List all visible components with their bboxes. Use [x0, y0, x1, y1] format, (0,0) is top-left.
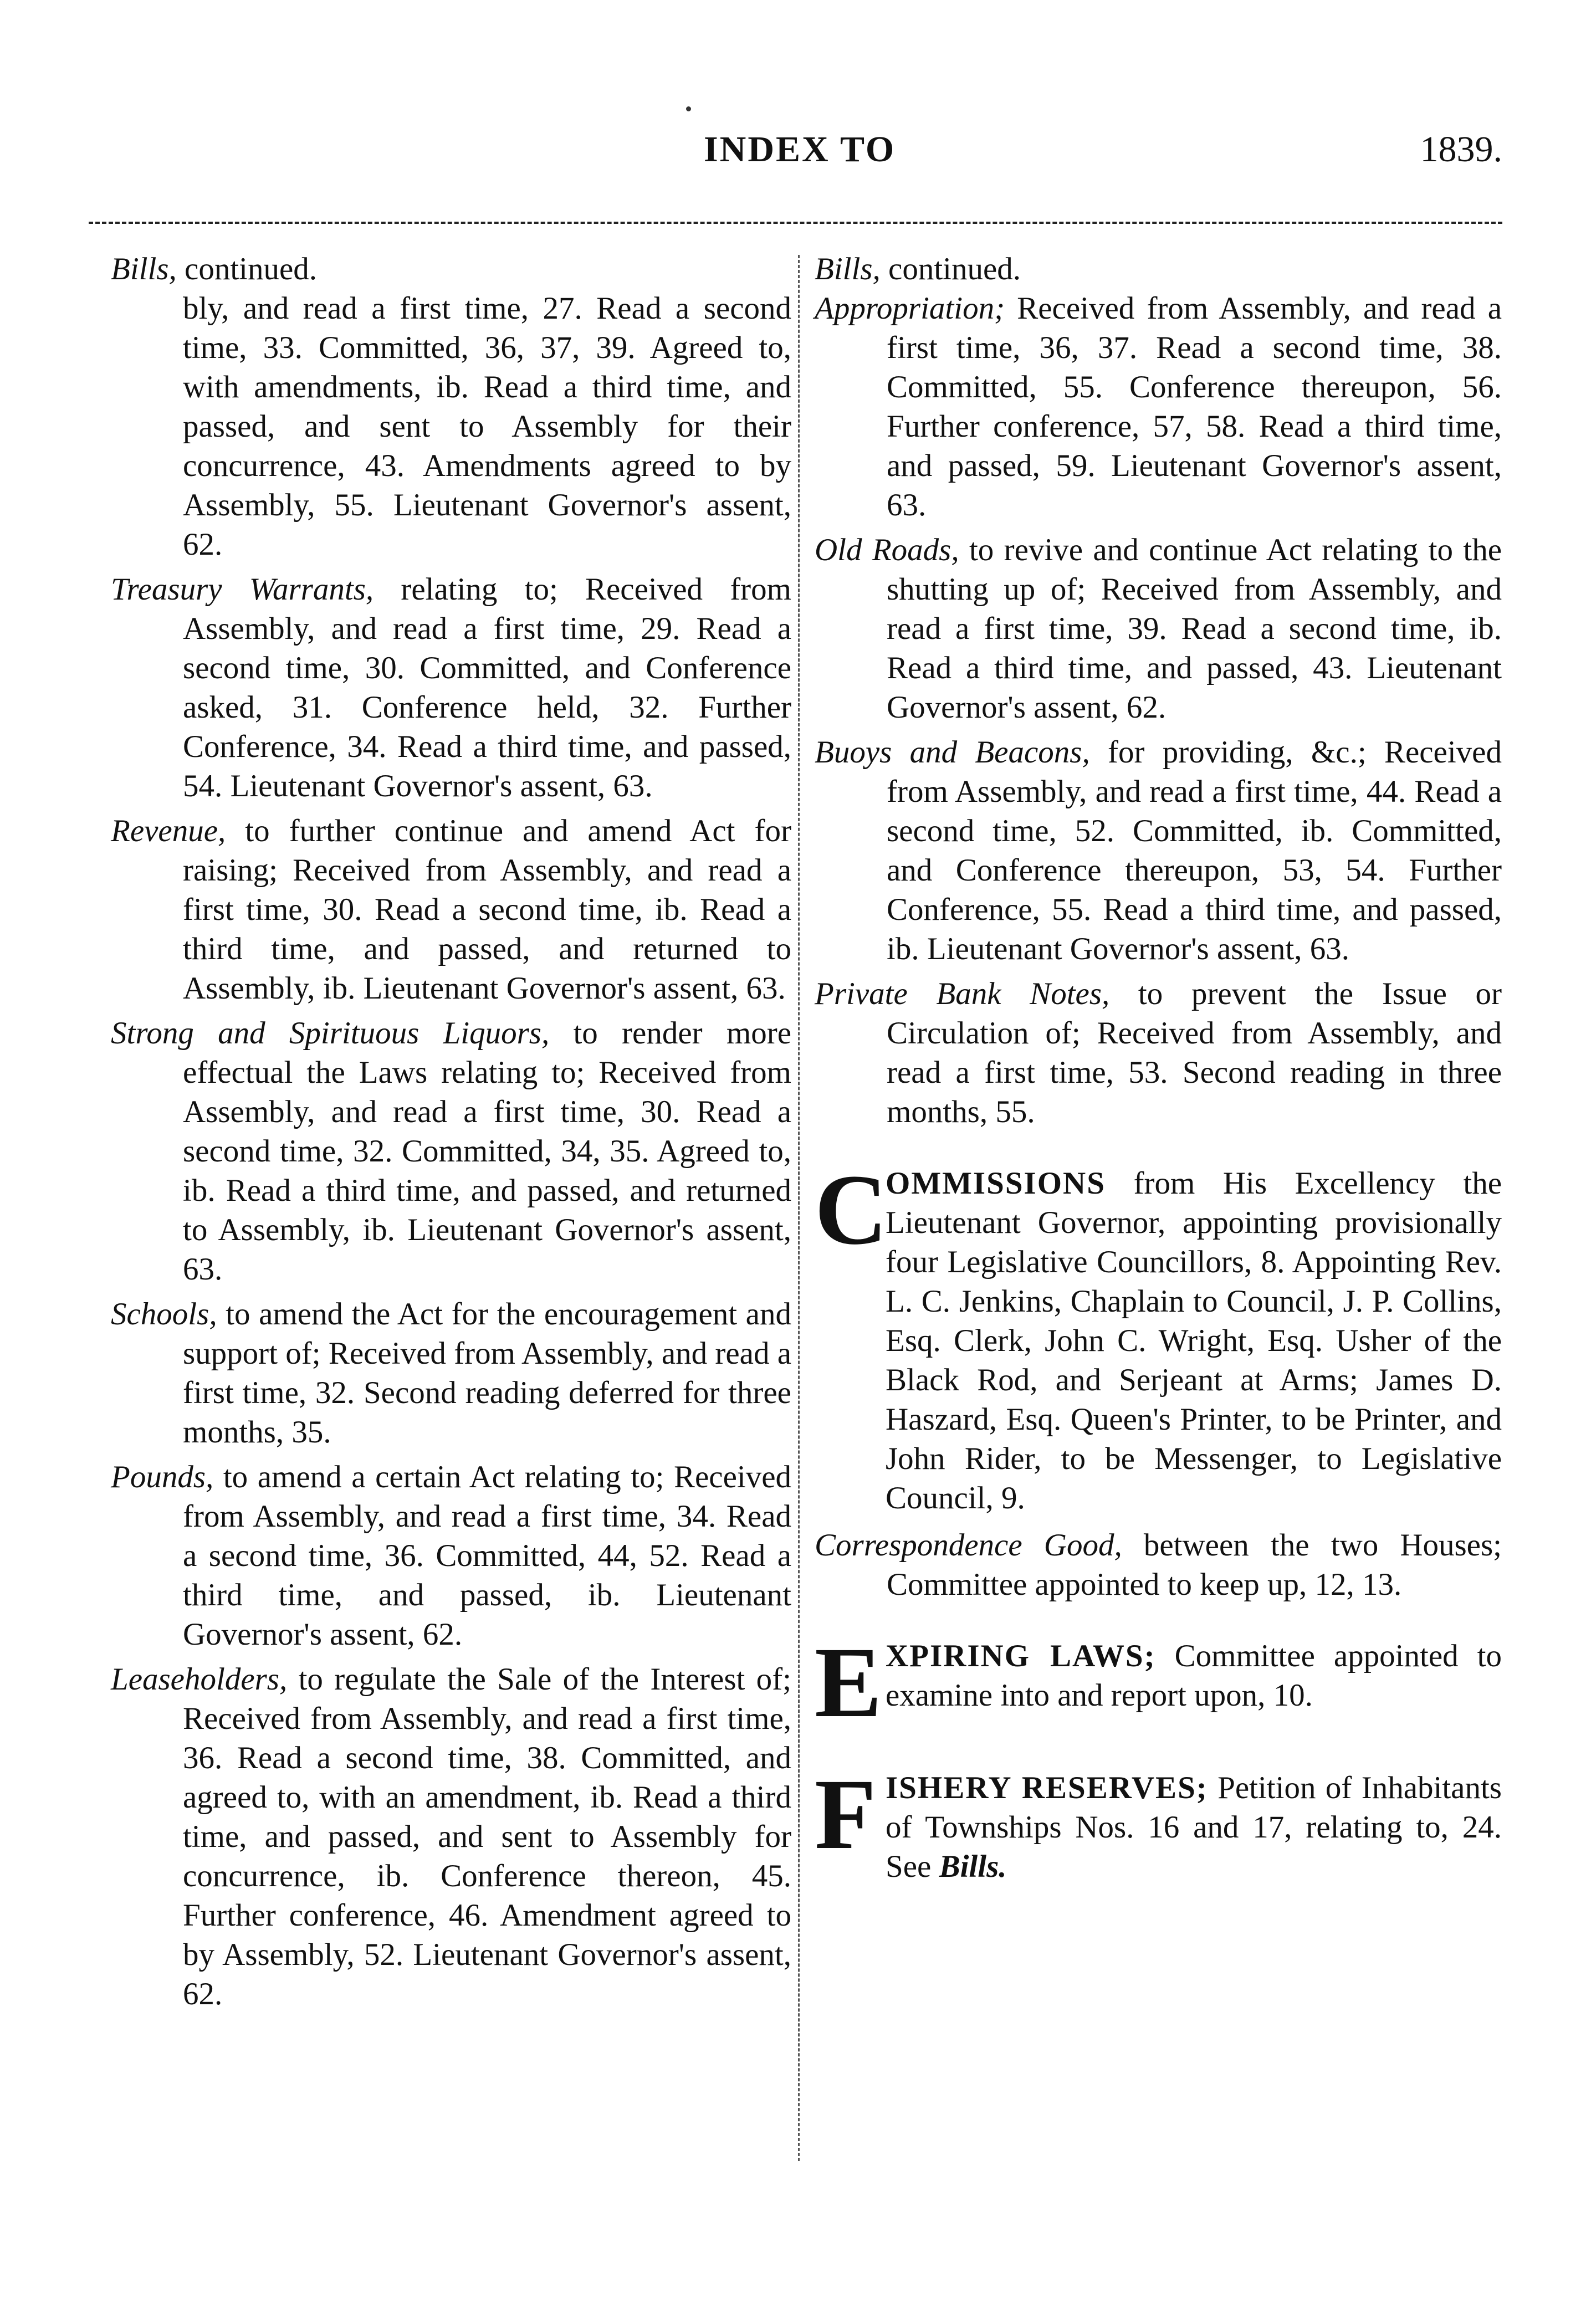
- column-divider: [798, 255, 800, 2161]
- index-entry: [111, 570, 791, 806]
- entry-text: to render more effectual the Laws relating to; Received from Assembly, and read a first time, 30. Read a second time, 32. Committed, 34, 35. Agreed to, ib. Read a third time, and passed, and returned to Assembly, ib. Lieutenant Governor's assent, 63.: [183, 1016, 791, 1287]
- entry-text: to prevent the Issue or Circulation of; Received from Assembly, and read a first time, 53. Second reading in three months, 55.: [887, 976, 1502, 1129]
- entry-head: Leaseholders,: [111, 1662, 288, 1697]
- index-entry: [111, 1457, 791, 1654]
- drop-cap-letter: C: [815, 1154, 888, 1266]
- index-entry: [111, 1013, 791, 1289]
- header-rule: [89, 222, 1502, 224]
- entry-head: Revenue,: [111, 813, 226, 848]
- entry-text: between the two Houses; Committee appointed to keep up, 12, 13.: [887, 1528, 1502, 1602]
- section-head: OMMISSIONS: [886, 1166, 1106, 1201]
- continuation-head: Bills,: [815, 252, 881, 286]
- entry-text: for providing, &c.; Received from Assembly, and read a first time, 44. Read a second time, 52. Committed, ib. Committed, and Conference thereupon, 53, 54. Further Conference, 55. Read a third time, and passed, ib. Lieutenant Governor's assent, 63.: [887, 735, 1502, 966]
- entry-head: Private Bank Notes,: [815, 976, 1110, 1011]
- index-entry: [815, 974, 1502, 1132]
- entry-head: Pounds,: [111, 1460, 214, 1494]
- section-text: from His Excellency the Lieutenant Governor, appointing provisionally four Legislative Councillors, 8. Appointing Rev. L. C. Jenkins, Chaplain to Council, J. P. Collins, Esq. Clerk, John C. Wright, Esq. Usher of the Black Rod, and Serjeant at Arms; James D. Haszard, Esq. Queen's Printer, to be Printer, and John Rider, to be Messenger, to Legislative Council, 9.: [886, 1166, 1502, 1516]
- drop-cap-letter: F: [815, 1759, 877, 1870]
- entry-text: to regulate the Sale of the Interest of; Received from Assembly, and read a first time, 36. Read a second time, 38. Committed, and agreed to, with an amendment, ib. Read a third time, and passed, and sent to Assembly for concurrence, ib. Conference thereon, 45. Further conference, 46. Amendment agreed to by Assembly, 52. Lieutenant Governor's assent, 62.: [183, 1662, 791, 2011]
- entry-head: Strong and Spirituous Liquors,: [111, 1016, 550, 1051]
- index-entry: [815, 530, 1502, 727]
- section-text: Petition of Inhabitants of Townships Nos. 16 and 17, relating to, 24. See: [886, 1770, 1502, 1884]
- entry-head: Appropriation;: [815, 291, 1005, 326]
- index-entry: [815, 289, 1502, 525]
- continuation-heading: [111, 249, 791, 289]
- continuation-suffix: continued.: [176, 252, 318, 286]
- commissions-entry: [815, 1154, 1502, 1518]
- continuation-heading: [815, 249, 1502, 289]
- entry-head: Old Roads,: [815, 533, 959, 567]
- expiring-laws-entry: [815, 1627, 1502, 1738]
- section-text: Committee appointed to examine into and report upon, 10.: [886, 1639, 1502, 1713]
- index-entry: [111, 1294, 791, 1452]
- index-entry: [815, 1526, 1502, 1604]
- section-head: XPIRING LAWS;: [886, 1639, 1156, 1673]
- continuation-head: Bills,: [111, 252, 177, 286]
- left-column: [111, 249, 791, 2019]
- opening-text: bly, and read a first time, 27. Read a second time, 33. Committed, 36, 37, 39. Agreed to, with amendments, ib. Read a third time, and passed, and sent to Assembly for their concurrence, 43. Amendments agreed to by Assembly, 55. Lieutenant Governor's assent, 62.: [183, 291, 791, 562]
- entry-head: Buoys and Beacons,: [815, 735, 1090, 770]
- entry-text: Received from Assembly, and read a first time, 36, 37. Read a second time, 38. Committed, 55. Conference thereupon, 56. Further conference, 57, 58. Read a third time, and passed, 59. Lieutenant Governor's assent, 63.: [887, 291, 1502, 523]
- index-entry: [111, 1660, 791, 2014]
- page-speck: [686, 106, 691, 111]
- fishery-reserves-entry: [815, 1759, 1502, 1886]
- entry-text: relating to; Received from Assembly, and read a first time, 29. Read a second time, 30. Committed, and Conference asked, 31. Conference held, 32. Further Conference, 34. Read a third time, and passed, 54. Lieutenant Governor's assent, 63.: [183, 572, 791, 803]
- continuation-suffix: continued.: [880, 252, 1021, 286]
- index-entry: [815, 733, 1502, 969]
- entry-head: Schools,: [111, 1297, 217, 1332]
- entry-text: to amend a certain Act relating to; Received from Assembly, and read a first time, 34. Read a second time, 36. Committed, 44, 52. Read a third time, and passed, ib. Lieutenant Governor's assent, 62.: [183, 1460, 791, 1652]
- drop-cap-letter: E: [815, 1627, 882, 1738]
- entry-text: to revive and continue Act relating to the shutting up of; Received from Assembly, and read a first time, 39. Read a second time, ib. Read a third time, and passed, 43. Lieutenant Governor's assent, 62.: [887, 533, 1502, 725]
- index-entry: [111, 811, 791, 1008]
- entry-text: to further continue and amend Act for raising; Received from Assembly, and read a first time, 30. Read a second time, ib. Read a third time, and passed, and returned to Assembly, ib. Lieutenant Governor's assent, 63.: [183, 813, 791, 1006]
- page-title: INDEX TO: [704, 129, 896, 170]
- right-column: [815, 249, 1502, 1886]
- entry-text: to amend the Act for the encouragement and support of; Received from Assembly, and read a first time, 32. Second reading deferred for three months, 35.: [183, 1297, 792, 1450]
- entry-head: Treasury Warrants,: [111, 572, 374, 607]
- page-year: 1839.: [1420, 129, 1502, 170]
- entry-head: Correspondence Good,: [815, 1528, 1122, 1563]
- section-head: ISHERY RESERVES;: [886, 1770, 1208, 1805]
- see-reference: Bills.: [939, 1849, 1007, 1884]
